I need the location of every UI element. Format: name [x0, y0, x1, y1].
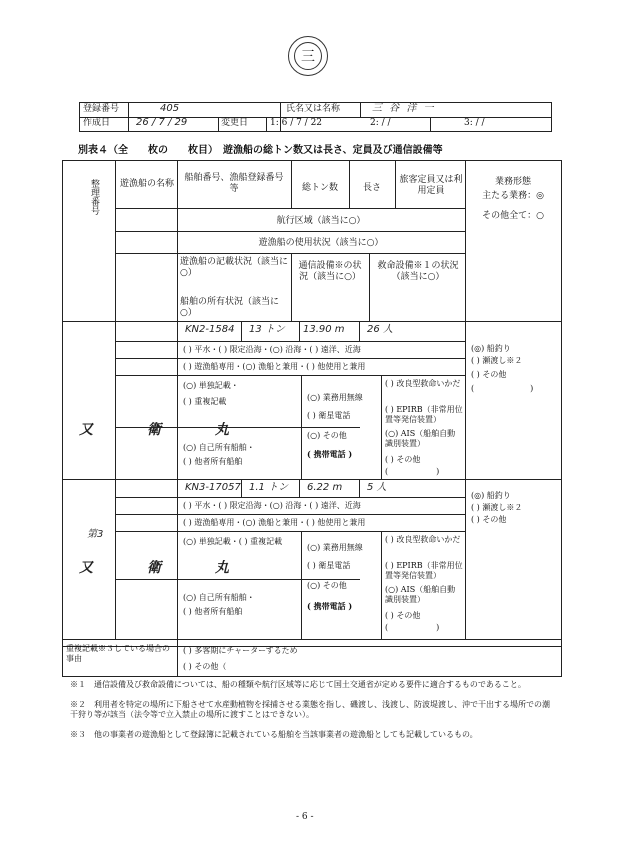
service-2b: ( ) 瀬渡し※２ [471, 503, 523, 512]
name-label: 氏名又は名称 [286, 104, 341, 114]
seal-stamp: 三 [288, 36, 328, 76]
service-1d: ( ) [471, 384, 534, 393]
rescue-1a: ( ) 改良型救命いかだ [385, 379, 461, 388]
length-2: 6.22 m [307, 482, 343, 493]
col-capacity: 旅客定員又は利用定員 [399, 175, 463, 196]
service-1b: ( ) 瀬渡し※２ [471, 356, 523, 365]
col-service-other: その他全て：○ [482, 211, 544, 221]
rescue-1b: ( ) EPIRB（非常用位置等発信装置） [385, 405, 463, 424]
usage-1: ( ) 遊漁船専用・(○) 漁船と兼用・( ) 他使用と兼用 [183, 362, 366, 371]
comm-1b: ( ) 衛星電話 [307, 411, 351, 420]
route-1: ( ) 平水・( ) 限定沿海・(○) 沿海・( ) 遠洋、近海 [183, 345, 361, 354]
route-2: ( ) 平水・( ) 限定沿海・(○) 沿海・( ) 遠洋、近海 [183, 501, 361, 510]
rescue-2a: ( ) 改良型救命いかだ [385, 535, 461, 544]
ship-note-2: 第3 [87, 529, 104, 540]
register-1a: (○) 単独記載・ [183, 381, 239, 390]
page-number: - 6 - [296, 812, 314, 822]
usage-2: ( ) 遊漁船専用・(○) 漁船と兼用・( ) 他使用と兼用 [183, 518, 366, 527]
comm-2a: (○) 業務用無線 [307, 543, 363, 552]
tonnage-1: 13 トン [249, 324, 285, 335]
col-usage: 遊漁船の使用状況（該当に○） [258, 238, 384, 248]
rescue-1d: ( ) その他 [385, 455, 421, 464]
comm-1a: (○) 業務用無線 [307, 393, 363, 402]
ownership-1a: (○) 自己所有船舶・ [183, 443, 255, 452]
ownership-2a: (○) 自己所有船舶・ [183, 593, 255, 602]
table-title: 別表４（全 枚の 枚目） 遊漁船の総トン数又は長さ、定員及び通信設備等 [78, 145, 443, 156]
col-tonnage: 総トン数 [301, 183, 338, 193]
tonnage-2: 1.1 トン [249, 482, 289, 493]
note-3: ※３ 他の事業者の遊漁船として登録簿に記載されている船舶を当該事業者の遊漁船としても記載しているもの。 [70, 730, 478, 739]
reg-label: 登録番号 [83, 104, 120, 114]
col-ownership: 船舶の所有状況（該当に○） [180, 297, 280, 318]
col-ship-no: 船舶番号、漁船登録番号等 [184, 173, 284, 194]
created-label: 作成日 [83, 118, 111, 128]
duplicate-opt2: ( ) その他（ [183, 662, 227, 671]
ship-table [62, 160, 562, 647]
changed-1: 1: 6 / 7 / 22 [270, 118, 323, 128]
comm-2d: ( 携帯電話 ) [307, 601, 353, 611]
changed-2: 2: / / [370, 118, 391, 128]
service-2c: ( ) その他 [471, 515, 507, 524]
note-1: ※１ 通信設備及び救命設備については、船の種類や航行区域等に応じて国土交通省が定める要件に適合するものであること。 [70, 680, 526, 689]
col-route: 航行区域（該当に○） [276, 216, 366, 226]
ownership-2b: ( ) 他者所有船舶 [183, 607, 243, 616]
comm-1c: (○) その他 [307, 431, 347, 440]
ship-no-1: KN2-1584 [185, 324, 235, 335]
service-1a: (◎) 船釣り [471, 344, 511, 353]
col-seq: 整理番号 [89, 179, 99, 215]
name-value: 三 谷 洋 一 [372, 103, 436, 114]
duplicate-row [62, 638, 562, 677]
duplicate-opt1: ( ) 多客期にチャーターするため [183, 646, 298, 655]
ship-name-2: 又 衛 丸 [79, 560, 249, 576]
ship-name-1: 又 衛 丸 [79, 422, 249, 438]
rescue-2b: ( ) EPIRB（非常用位置等発信装置） [385, 561, 463, 580]
col-ship-name: 遊漁船の名称 [119, 179, 174, 189]
capacity-2: 5 人 [367, 482, 387, 493]
duplicate-label: 重複記載※３している場合の事由 [66, 644, 170, 663]
note-2: ※２ 利用者を特定の場所に下船させて水産動植物を採捕させる業態を指し、磯渡し、浅渡し、防波堤渡し、沖で干出する場所での潮干狩り等が該当（法令等で立入禁止の場所に渡すことはできない）。 [70, 700, 550, 719]
comm-2b: ( ) 衛星電話 [307, 561, 351, 570]
comm-2c: (○) その他 [307, 581, 347, 590]
rescue-1c: (○) AIS（船舶自動識別装置） [385, 429, 456, 448]
col-length: 長さ [362, 183, 381, 193]
rescue-2d: ( ) その他 [385, 611, 421, 620]
col-service-main: 主たる業務：◎ [482, 191, 544, 201]
col-comm: 通信設備※の状況（該当に○） [298, 261, 362, 282]
header-box [79, 102, 552, 132]
length-1: 13.90 m [303, 324, 345, 335]
ship-no-2: KN3-17057 [185, 482, 241, 493]
service-2a: (◎) 船釣り [471, 491, 511, 500]
service-1c: ( ) その他 [471, 370, 507, 379]
changed-3: 3: / / [464, 118, 485, 128]
created-value: 26 / 7 / 29 [136, 117, 188, 128]
rescue-1e: ( ) [385, 467, 440, 476]
rescue-2c: (○) AIS（船舶自動識別装置） [385, 585, 456, 604]
col-register: 遊漁船の記載状況（該当に○） [180, 257, 289, 278]
ownership-1b: ( ) 他者所有船舶 [183, 457, 243, 466]
col-rescue: 救命設備※１の状況（該当に○） [377, 261, 459, 282]
register-2a: (○) 単独記載・( ) 重複記載 [183, 537, 283, 546]
register-1b: ( ) 重複記載 [183, 397, 227, 406]
capacity-1: 26 人 [367, 324, 393, 335]
reg-value: 405 [160, 103, 180, 114]
rescue-2e: ( ) [385, 623, 440, 632]
col-service: 業務形態 [494, 177, 531, 187]
comm-1d: ( 携帯電話 ) [307, 449, 353, 459]
changed-label: 変更日 [221, 118, 249, 128]
